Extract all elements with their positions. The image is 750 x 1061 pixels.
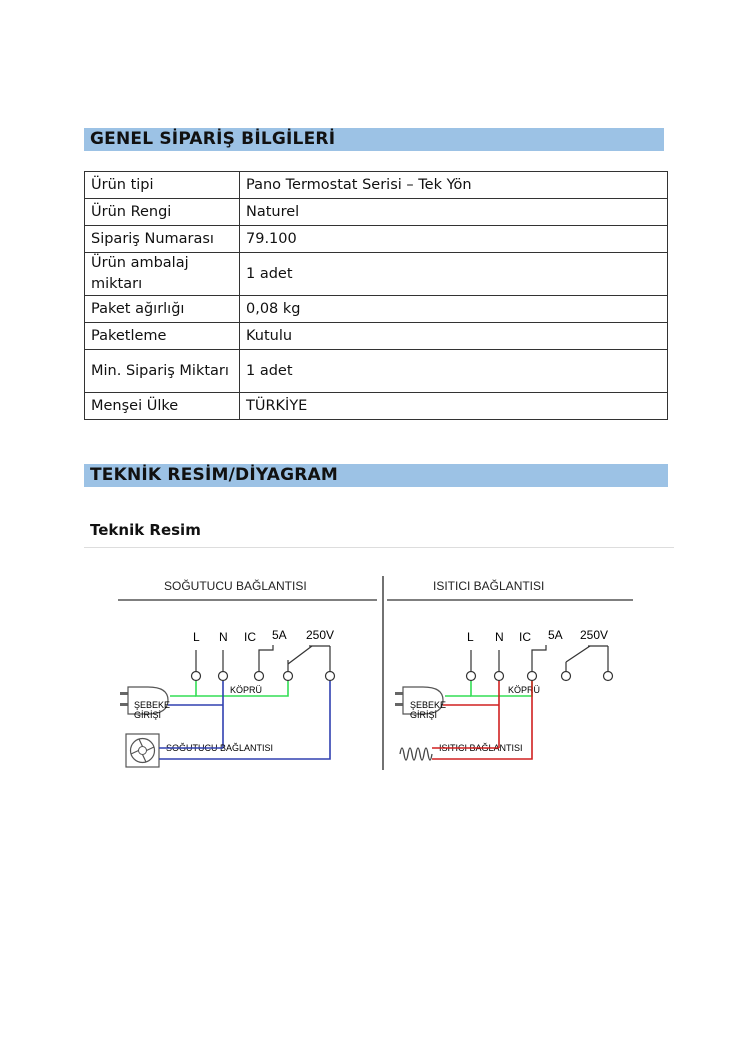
terminal-ic (528, 672, 537, 681)
terminal-l-label: L (193, 630, 200, 644)
divider (84, 547, 674, 548)
cooler-connection-title: SOĞUTUCU BAĞLANTISI (164, 579, 307, 593)
terminal-n-label: N (219, 630, 228, 644)
order-info-table (84, 171, 668, 420)
row-value: 79.100 (240, 226, 668, 253)
terminal-l-label: L (467, 630, 474, 644)
row-key: Paketleme (85, 323, 240, 350)
table-row (85, 172, 668, 199)
rating-current-label: 5A (548, 628, 563, 642)
section-title-order-info: GENEL SİPARİŞ BİLGİLERİ (84, 128, 664, 151)
heater-connection-label: ISITICI BAĞLANTISI (439, 743, 523, 753)
row-value: Naturel (240, 199, 668, 226)
cooler-connection-label: SOĞUTUCU BAĞLANTISI (166, 743, 274, 753)
wiring-diagram (112, 572, 637, 777)
row-key: Ürün tipi (85, 172, 240, 199)
terminal-n (495, 672, 504, 681)
terminal-n (219, 672, 228, 681)
row-key: Paket ağırlığı (85, 296, 240, 323)
rating-current-label: 5A (272, 628, 287, 642)
wire (259, 645, 273, 672)
terminal-n-label: N (495, 630, 504, 644)
row-key: Min. Sipariş Miktarı (85, 350, 240, 393)
terminal-5a (562, 672, 571, 681)
terminal-5a (284, 672, 293, 681)
row-value: 0,08 kg (240, 296, 668, 323)
table-row (85, 323, 668, 350)
terminal-ic-label: IC (519, 630, 531, 644)
row-key: Ürün Rengi (85, 199, 240, 226)
mains-label-1: ŞEBEKE (410, 700, 447, 710)
heater-coil-icon (400, 748, 432, 760)
switch-lever (566, 646, 590, 662)
terminal-ic (255, 672, 264, 681)
switch-lever (288, 646, 312, 664)
mains-label-1: ŞEBEKE (134, 700, 171, 710)
heater-connection-title: ISITICI BAĞLANTISI (433, 579, 545, 593)
terminal-l (192, 672, 201, 681)
terminal-250v (604, 672, 613, 681)
rating-voltage-label: 250V (580, 628, 609, 642)
wire (532, 645, 546, 672)
table-row (85, 393, 668, 420)
terminal-ic-label: IC (244, 630, 256, 644)
cooler-panel (120, 628, 335, 767)
row-value: Kutulu (240, 323, 668, 350)
mains-label-2: GİRİŞİ (410, 710, 438, 720)
terminal-250v (326, 672, 335, 681)
section-title-technical: TEKNİK RESİM/DİYAGRAM (84, 464, 668, 487)
technical-drawing-subtitle: Teknik Resim (90, 521, 201, 539)
table-row (85, 296, 668, 323)
row-value: Pano Termostat Serisi – Tek Yön (240, 172, 668, 199)
row-value: 1 adet (240, 253, 668, 296)
heater-panel (395, 628, 613, 760)
table-row (85, 350, 668, 393)
row-value: TÜRKİYE (240, 393, 668, 420)
fan-icon (126, 734, 159, 767)
row-value: 1 adet (240, 350, 668, 393)
bridge-label: KÖPRÜ (508, 685, 541, 695)
row-key: Sipariş Numarası (85, 226, 240, 253)
table-row (85, 199, 668, 226)
rating-voltage-label: 250V (306, 628, 335, 642)
terminal-l (467, 672, 476, 681)
table-row (85, 226, 668, 253)
bridge-label: KÖPRÜ (230, 685, 263, 695)
row-key: Ürün ambalaj miktarı (85, 253, 240, 296)
mains-label-2: GİRİŞİ (134, 710, 162, 720)
row-key: Menşei Ülke (85, 393, 240, 420)
table-row (85, 253, 668, 296)
